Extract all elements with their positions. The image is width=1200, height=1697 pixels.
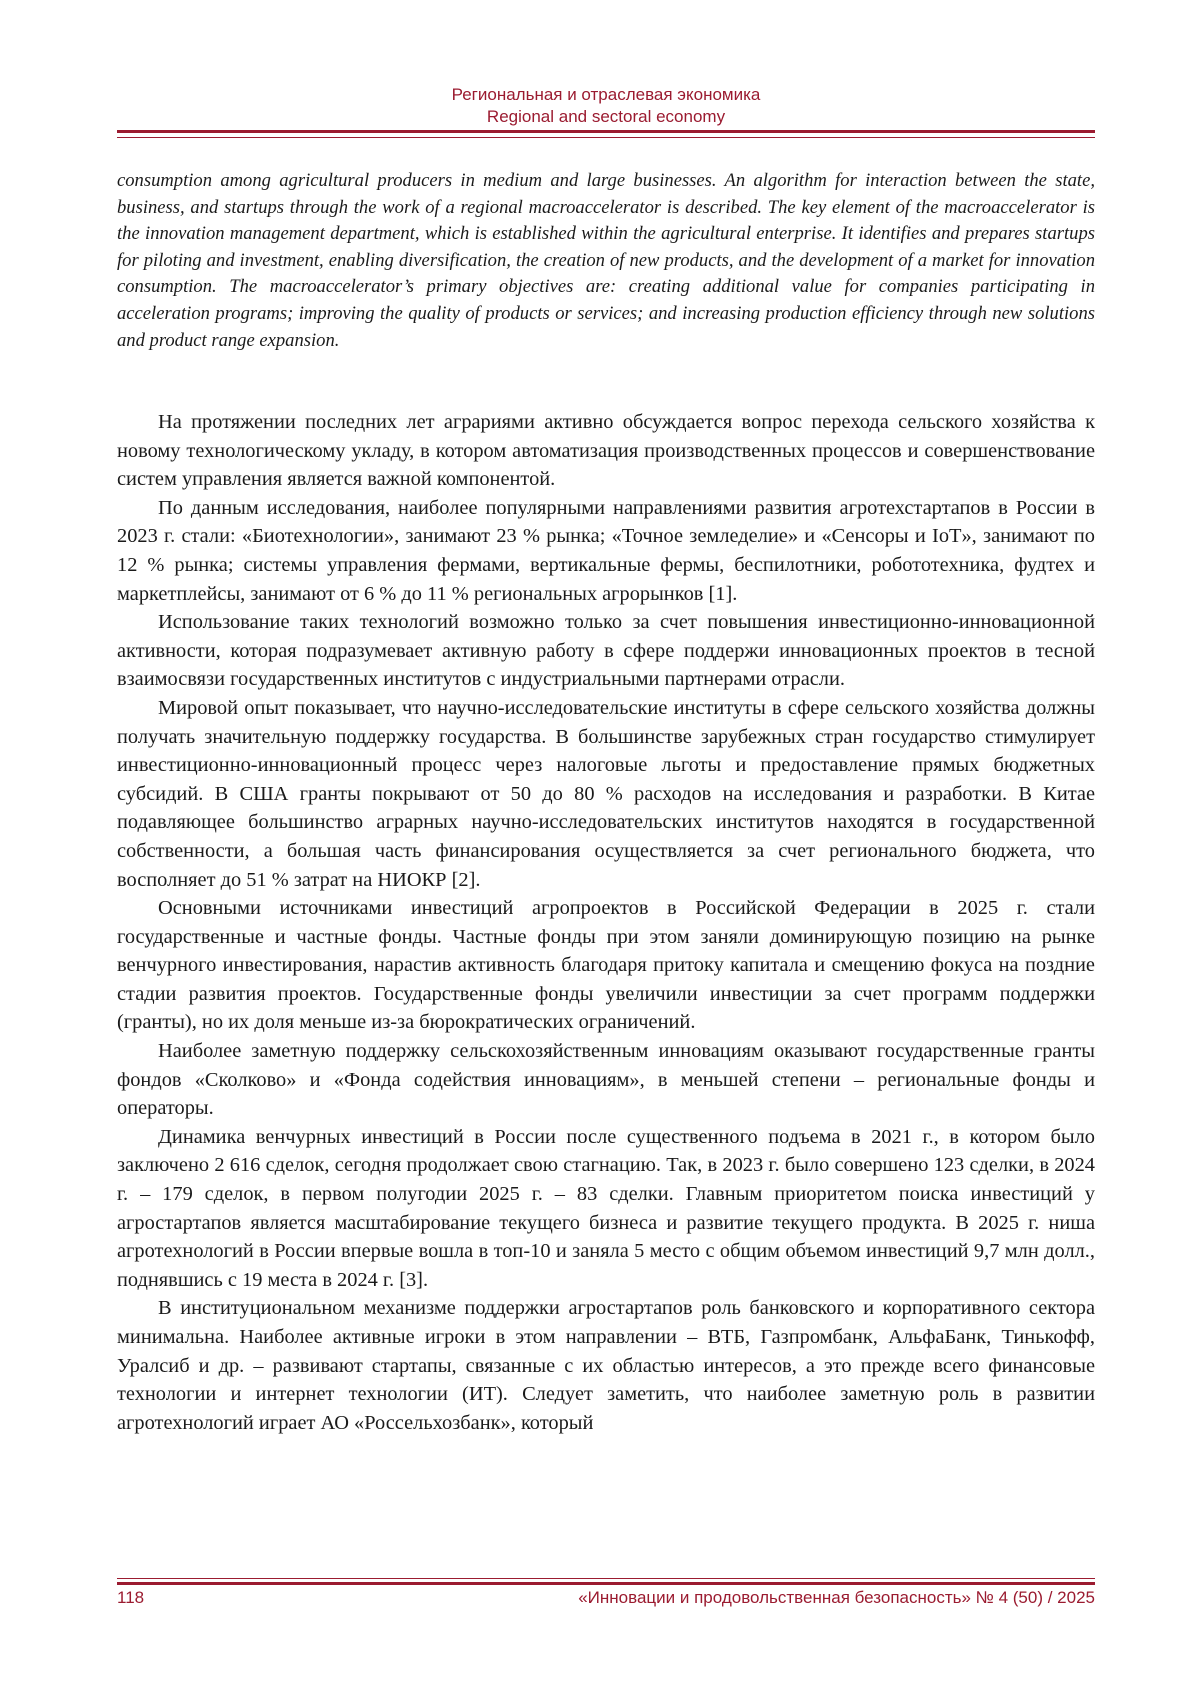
paragraph-6: Наиболее заметную поддержку сельскохозяйственным инновациям оказывают государственные гранты фондов «Сколково» и «Фонда содействия инновациям», в меньшей степени – региональные фонды и операторы.: [117, 1040, 1095, 1120]
journal-citation: «Инновации и продовольственная безопасность» № 4 (50) / 2025: [578, 1588, 1095, 1607]
page-number: 118: [117, 1588, 145, 1607]
abstract-continuation: consumption among agricultural producers in medium and large businesses. An algorithm for interaction between the state, business, and startups through the work of a regional macroaccelerator is described. The key element of the macroaccelerator is the innovation management department, which is established within the agricultural enterprise. It identifies and prepares startups for piloting and investment, enabling diversification, the creation of new products, and the development of a market for innovation consumption. The macroaccelerator’s primary objectives are: creating additional value for companies participating in acceleration programs; improving the quality of products or services; and increasing production efficiency through new solutions and product range expansion.: [117, 170, 1095, 351]
paragraph-8: В институциональном механизме поддержки агростартапов роль банковского и корпоративного сектора минимальна. Наиболее активные игроки в этом направлении – ВТБ, Газпромбанк, АльфаБанк, Тинькофф, Уралсиб и др. – развивают стартапы, связанные с их областью интересов, а это прежде всего финансовые технологии и интернет технологии (ИТ). Следует заметить, что наиболее заметную роль в развитии агротехнологий играет АО «Россельхозбанк», который: [117, 1297, 1095, 1434]
header-title-en: Regional and sectoral economy: [486, 107, 726, 126]
running-header: [117, 84, 1095, 128]
article-body: [117, 408, 1095, 1437]
paragraph-1: На протяжении последних лет аграриями активно обсуждается вопрос перехода сельского хозяйства к новому технологическому укладу, в котором автоматизация производственных процессов и совершенствование систем управления является важной компонентой.: [117, 411, 1095, 491]
footer-rule-thick: [117, 1582, 1095, 1585]
paragraph-4: Мировой опыт показывает, что научно-исследовательские институты в сфере сельского хозяйства должны получать значительную поддержку государства. В большинстве зарубежных стран государство стимулирует инвестиционно-инновационный процесс через налоговые льготы и предоставление прямых бюджетных субсидий. В США гранты покрывают от 50 до 80 % расходов на исследования и разработки. В Китае подавляющее большинство аграрных научно-исследовательских институтов находятся в государственной собственности, а большая часть финансирования осуществляется за счет регионального бюджета, что восполняет до 51 % затрат на НИОКР [2].: [117, 696, 1095, 891]
running-footer: [117, 1587, 1095, 1609]
paragraph-7: Динамика венчурных инвестиций в России после существенного подъема в 2021 г., в котором было заключено 2 616 сделок, сегодня продолжает свою стагнацию. Так, в 2023 г. было совершено 123 сделки, в 2024 г. – 179 сделок, в первом полугодии 2025 г. – 83 сделки. Главным приоритетом поиска инвестиций у агростартапов является масштабирование текущего бизнеса и развитие текущего продукта. В 2025 г. ниша агротехнологий в России впервые вошла в топ-10 и заняла 5 место с общим объемом инвестиций 9,7 млн долл., поднявшись с 19 места в 2024 г. [3].: [117, 1125, 1095, 1291]
footer-rule-thin: [117, 1578, 1095, 1579]
header-rule-thick: [117, 130, 1095, 133]
paragraph-5: Основными источниками инвестиций агропроектов в Российской Федерации в 2025 г. стали государственные и частные фонды. Частные фонды при этом заняли доминирующую позицию на рынке венчурного инвестирования, нарастив активность благодаря притоку капитала и смещению фокуса на поздние стадии развития проектов. Государственные фонды увеличили инвестиции за счет программ поддержки (гранты), но их доля меньше из-за бюрократических ограничений.: [117, 897, 1095, 1034]
header-title-ru: Региональная и отраслевая экономика: [451, 85, 761, 104]
paragraph-3: Использование таких технологий возможно только за счет повышения инвестиционно-инновационной активности, которая подразумевает активную работу в сфере поддержи инновационных проектов в тесной взаимосвязи государственных институтов с индустриальными партнерами отрасли.: [117, 611, 1095, 691]
header-rule-thin: [117, 137, 1095, 138]
paragraph-2: По данным исследования, наиболее популярными направлениями развития агротехстартапов в России в 2023 г. стали: «Биотехнологии», занимают 23 % рынка; «Точное земледелие» и «Сенсоры и IoT», занимают по 12 % рынка; системы управления фермами, вертикальные фермы, беспилотники, робототехника, фудтех и маркетплейсы, занимают от 6 % до 11 % региональных агрорынков [1].: [117, 496, 1095, 605]
